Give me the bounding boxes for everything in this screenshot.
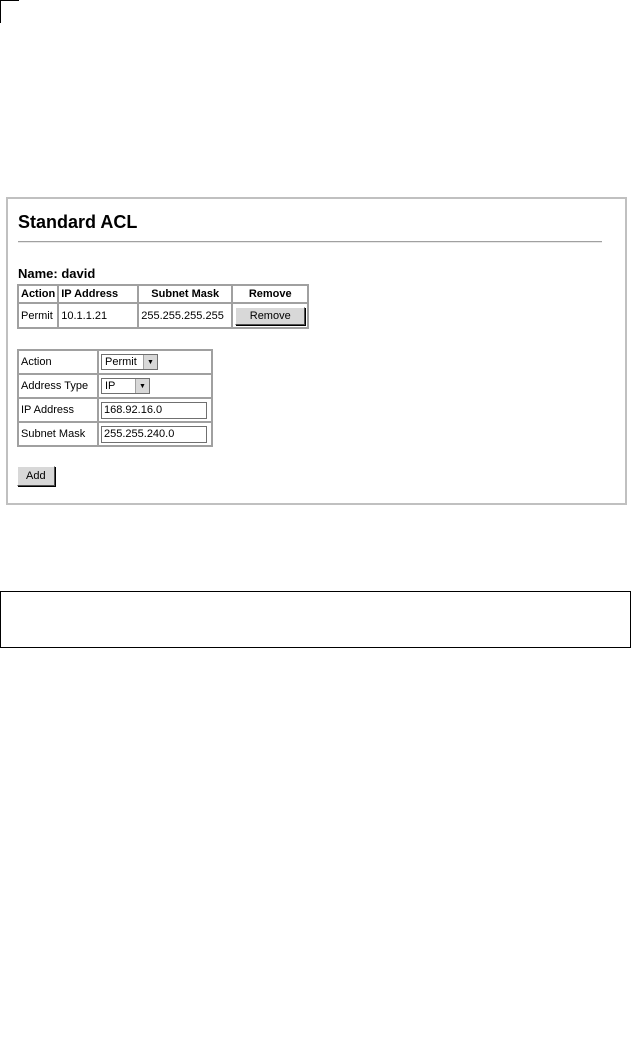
address-type-label: Address Type <box>18 374 98 398</box>
header-action: Action <box>18 285 58 303</box>
entry-subnet-mask: 255.255.255.255 <box>138 303 232 328</box>
header-subnet-mask: Subnet Mask <box>138 285 232 303</box>
remove-button[interactable]: Remove <box>235 307 305 325</box>
table-header-row <box>18 285 308 303</box>
chevron-down-icon[interactable]: ▼ <box>135 379 149 393</box>
title-divider <box>18 241 602 243</box>
command-box <box>0 591 631 648</box>
ip-address-label: IP Address <box>18 398 98 422</box>
acl-entries-table <box>17 284 309 329</box>
standard-acl-panel <box>6 197 627 505</box>
entry-ip-address: 10.1.1.21 <box>58 303 138 328</box>
address-type-select-value: IP <box>105 380 116 392</box>
entry-remove-cell <box>232 303 308 328</box>
header-remove: Remove <box>232 285 308 303</box>
page-title: Standard ACL <box>18 212 138 232</box>
form-row-subnet-mask <box>18 422 212 446</box>
chevron-down-icon[interactable]: ▼ <box>143 355 157 369</box>
action-select-value: Permit <box>105 356 137 368</box>
action-label: Action <box>18 350 98 374</box>
form-row-action <box>18 350 212 374</box>
table-row <box>18 303 308 328</box>
address-type-cell <box>98 374 212 398</box>
entry-action: Permit <box>18 303 58 328</box>
subnet-mask-input[interactable] <box>101 426 207 443</box>
action-select[interactable] <box>101 354 158 370</box>
form-row-address-type <box>18 374 212 398</box>
subnet-mask-label: Subnet Mask <box>18 422 98 446</box>
subnet-mask-cell <box>98 422 212 446</box>
address-type-select[interactable] <box>101 378 150 394</box>
add-entry-form <box>17 349 213 447</box>
form-row-ip-address <box>18 398 212 422</box>
action-cell <box>98 350 212 374</box>
ip-address-cell <box>98 398 212 422</box>
crop-mark <box>0 0 19 23</box>
ip-address-input[interactable] <box>101 402 207 419</box>
acl-name-label: Name: david <box>18 266 96 281</box>
header-ip-address: IP Address <box>58 285 138 303</box>
add-button[interactable]: Add <box>17 466 55 486</box>
